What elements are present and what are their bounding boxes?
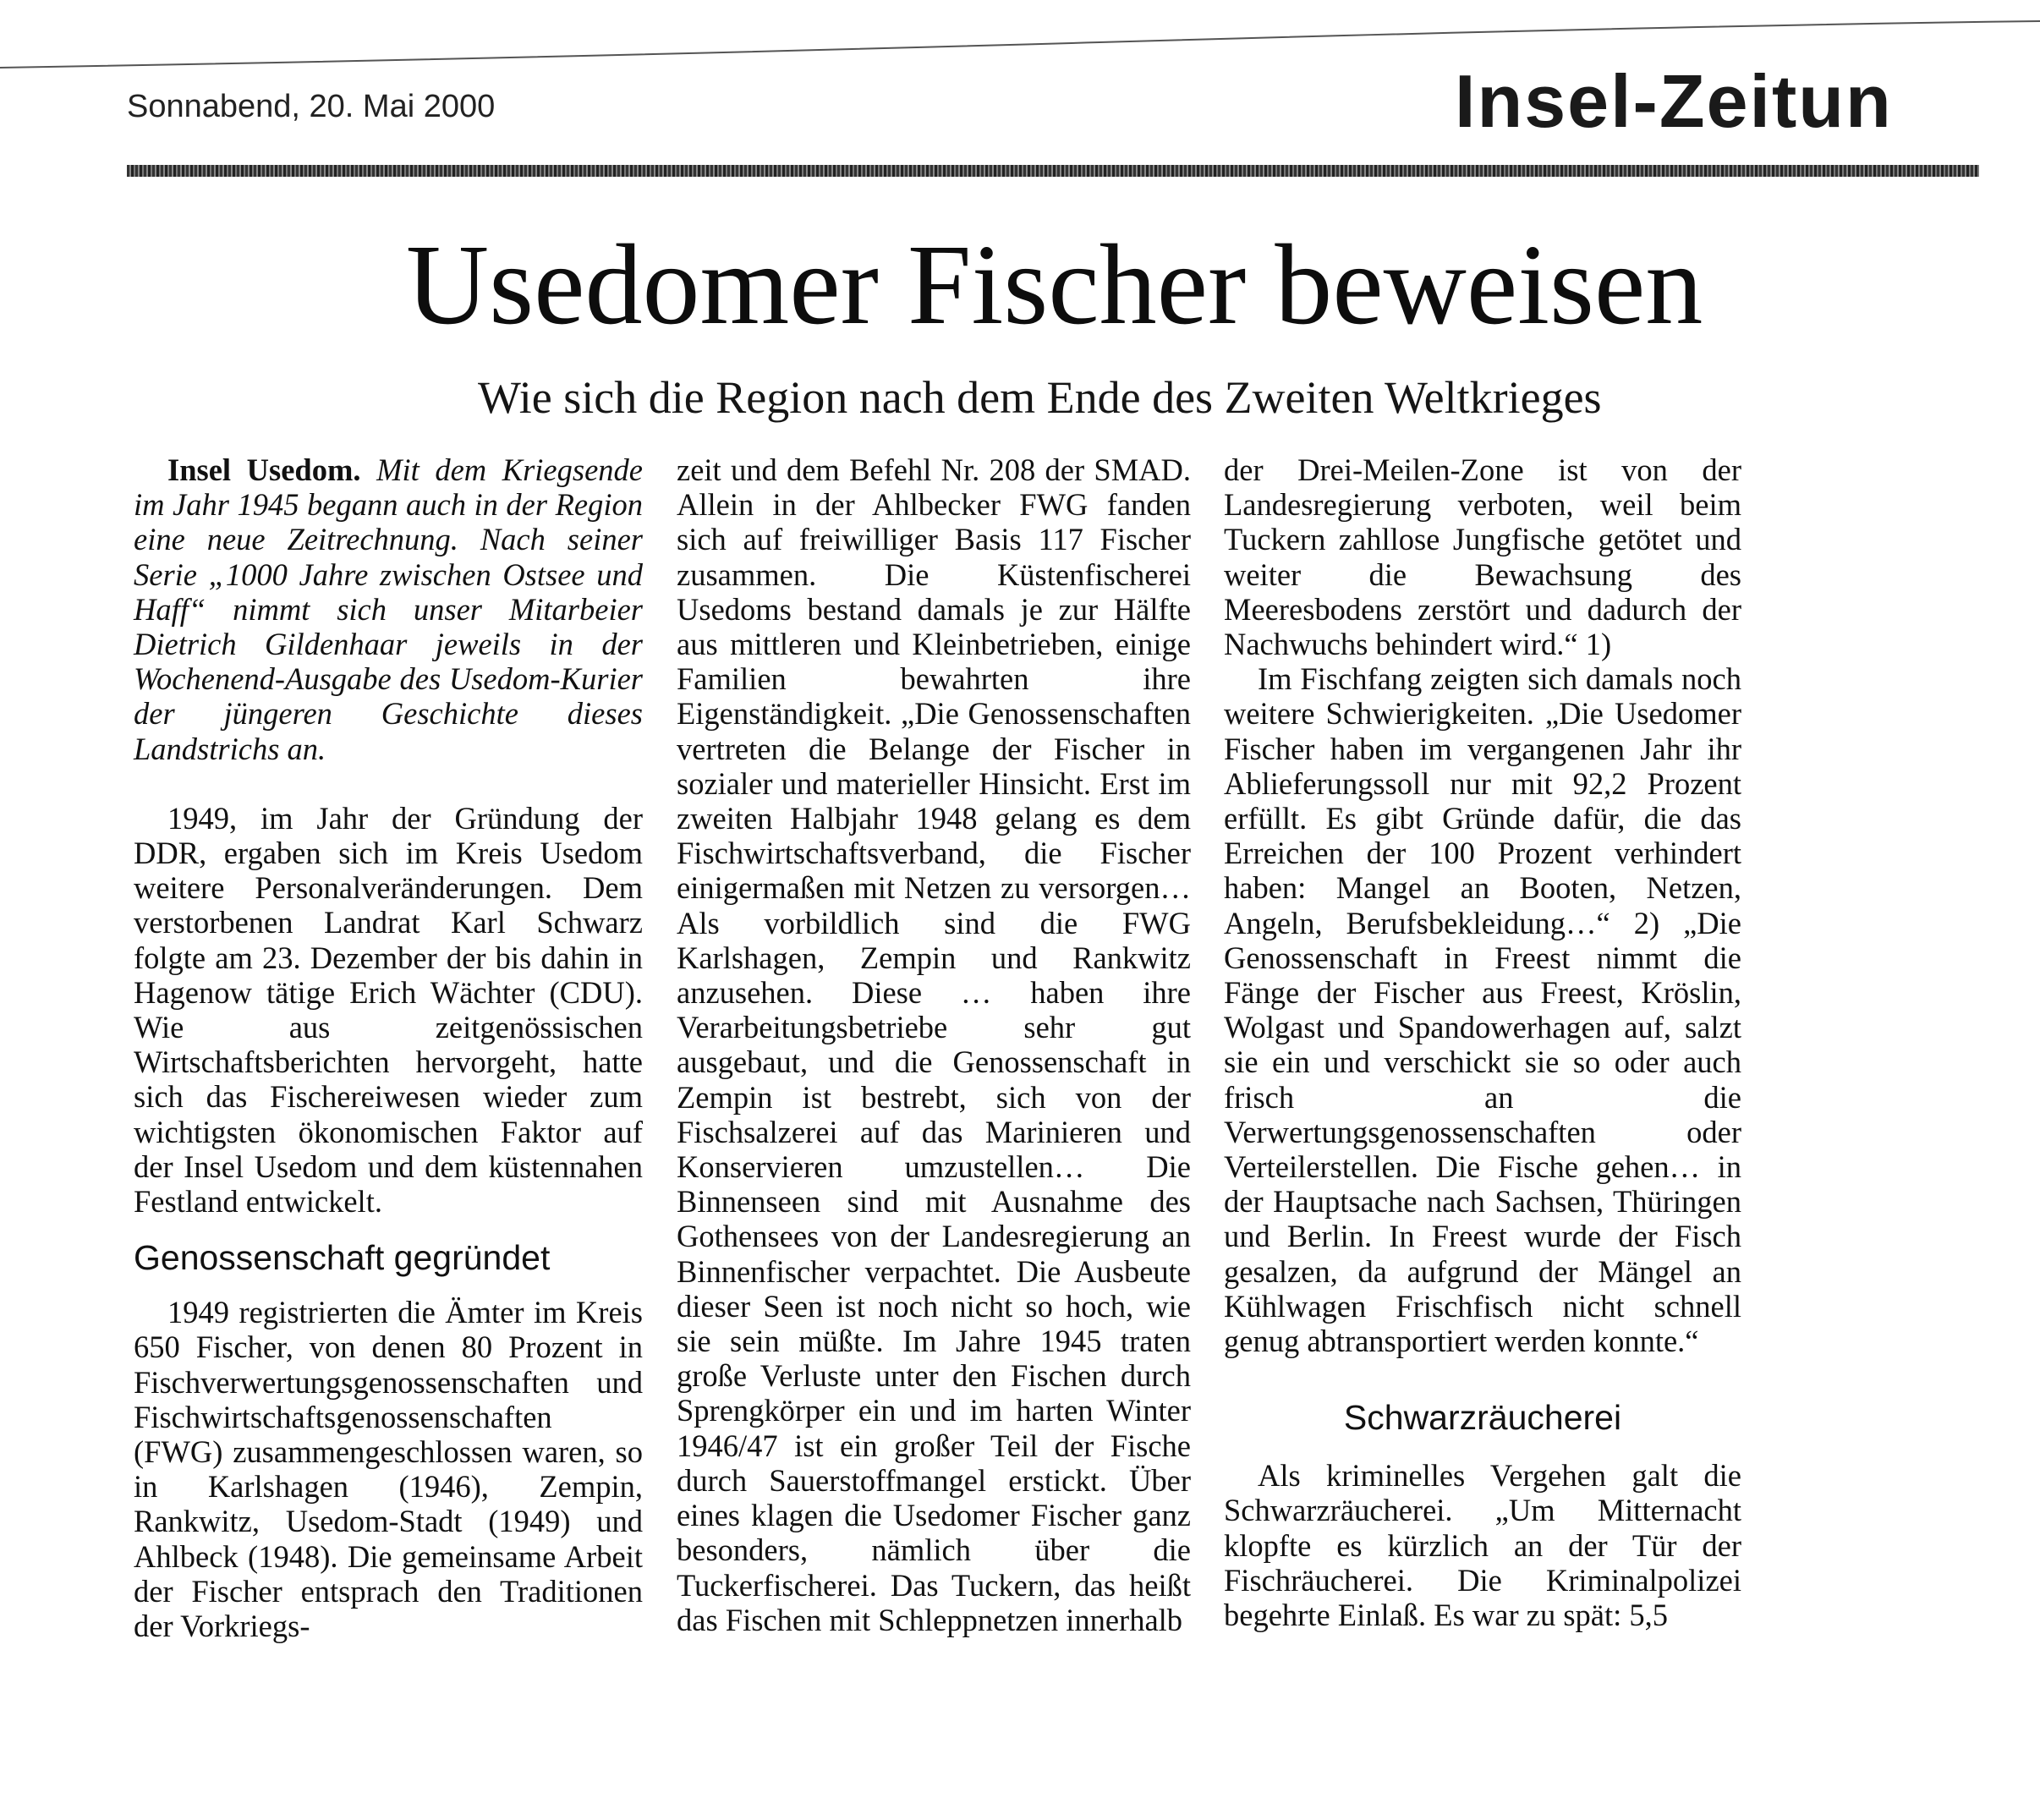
- body-paragraph-2: 1949 registrierten die Ämter im Kreis 650 Fischer, von denen 80 Prozent in Fischverwertungsgenossenschaften und Fischwirtschaftsgenossenschaften (FWG) zusammengeschlossen waren, so in Karlshagen (1946), Zempin, Rankwitz, Usedom-Stadt (1949) und Ahlbeck (1948). Die gemeinsame Arbeit der Fischer entsprach den Traditionen der Vorkriegs-: [134, 1295, 643, 1644]
- dateline: Sonnabend, 20. Mai 2000: [127, 89, 496, 124]
- body-paragraph-4: Als kriminelles Vergehen galt die Schwarzräucherei. „Um Mitternacht klopfte es kürzlich an der Tür der Fischräucherei. Die Kriminalpolizei begehrte Einlaß. Es war zu spät: 5,5: [1224, 1458, 1741, 1633]
- subheadline: Wie sich die Region nach dem Ende des Zweiten Weltkrieges: [478, 372, 1602, 423]
- newspaper-name: Insel-Zeitun: [1455, 59, 1893, 143]
- column-3: [1224, 452, 1741, 1632]
- intro-text: Mit dem Kriegsende im Jahr 1945 begann auch in der Region eine neue Zeitrechnung. Nach seiner Serie „1000 Jahre zwischen Ostsee und Haff“ nimmt sich unser Mitarbeier Dietrich Gildenhaar jeweils in der Wochenend-Ausgabe des Usedom-Kurier der jüngeren Geschichte dieses Landstrichs an.: [134, 452, 643, 766]
- intro-paragraph: [134, 452, 643, 766]
- column-2: [677, 452, 1191, 1637]
- body-paragraph-2-continued: zeit und dem Befehl Nr. 208 der SMAD. Allein in der Ahlbecker FWG fanden sich auf freiwilliger Basis 117 Fischer zusammen. Die Küstenfischerei Usedoms bestand damals je zur Hälfte aus mittleren und Kleinbetrieben, einige Familien bewahrten ihre Eigenständigkeit. „Die Genossenschaften vertreten die Belange der Fischer in sozialer und materieller Hinsicht. Erst im zweiten Halbjahr 1948 gelang es dem Fischwirtschaftsverband, die Fischer einigermaßen mit Netzen zu versorgen… Als vorbildlich sind die FWG Karlshagen, Zempin und Rankwitz anzusehen. Diese … haben ihre Verarbeitungsbetriebe sehr gut ausgebaut, und die Genossenschaft in Zempin ist bestrebt, sich von der Fischsalzerei auf das Marinieren und Konservieren umzustellen… Die Binnenseen sind mit Ausnahme des Gothensees von der Landesregierung an Binnenfischer verpachtet. Die Ausbeute dieser Seen ist noch nicht so hoch, wie sie sein müßte. Im Jahre 1945 traten große Verluste unter den Fischen durch Sprengkörper ein und im harten Winter 1946/47 ist ein großer Teil der Fische durch Sauerstoffmangel erstickt. Über eines klagen die Usedomer Fischer ganz besonders, nämlich über die Tuckerfischerei. Das Tuckern, das heißt das Fischen mit Schleppnetzen innerhalb: [677, 452, 1191, 1637]
- intro-lead: Insel Usedom.: [167, 452, 361, 487]
- body-paragraph-3: Im Fischfang zeigten sich damals noch weitere Schwierigkeiten. „Die Usedomer Fischer haben im vergangenen Jahr ihr Ablieferungssoll nur mit 92,2 Prozent erfüllt. Es gibt Gründe dafür, die das Erreichen der 100 Prozent verhindert haben: Mangel an Booten, Netzen, Angeln, Berufsbekleidung…“ 2) „Die Genossenschaft in Freest nimmt die Fänge der Fischer aus Freest, Kröslin, Wolgast und Spandowerhagen auf, salzt sie ein und verschickt sie so oder auch frisch an die Verwertungsgenossenschaften oder Verteilerstellen. Die Fische gehen… in der Hauptsache nach Sachsen, Thüringen und Berlin. In Freest wurde der Fisch gesalzen, da aufgrund der Mängel an Kühlwagen Frischfisch nicht schnell genug abtransportiert werden konnte.“: [1224, 661, 1741, 1359]
- body-paragraph-1: 1949, im Jahr der Gründung der DDR, ergaben sich im Kreis Usedom weitere Personalveränderungen. Dem verstorbenen Landrat Karl Schwarz folgte am 23. Dezember der bis dahin in Hagenow tätige Erich Wächter (CDU). Wie aus zeitgenössischen Wirtschaftsberichten hervorgeht, hatte sich das Fischereiwesen wieder zum wichtigsten ökonomischen Faktor auf der Insel Usedom und dem küstennahen Festland entwickelt.: [134, 800, 643, 1220]
- headline: Usedomer Fischer beweisen: [406, 222, 1703, 348]
- column-1: [134, 452, 643, 1643]
- section-heading-schwarzraeucherei: Schwarzräucherei: [1343, 1398, 1622, 1438]
- masthead-rule: [127, 165, 1979, 177]
- body-paragraph-2-end: der Drei-Meilen-Zone ist von der Landesregierung verboten, weil beim Tuckern zahllose Jungfische getötet und weiter die Bewachsung des Meeresbodens zerstört und dadurch der Nachwuchs behindert wird.“ 1): [1224, 452, 1741, 662]
- section-heading-genossenschaft: Genossenschaft gegründet: [134, 1238, 551, 1278]
